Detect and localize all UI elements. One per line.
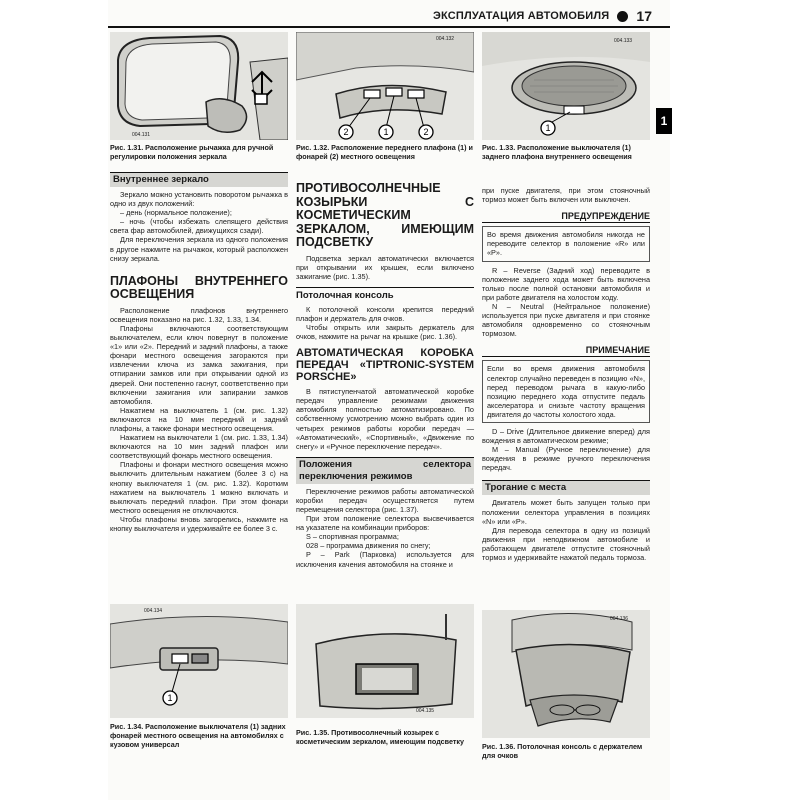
book-page bbox=[108, 0, 670, 800]
page-header bbox=[108, 7, 670, 25]
caption-1-33: Рис. 1.33. Расположение выключателя (1) заднего плафона внутреннего освещения bbox=[482, 143, 632, 161]
paragraph: 028 – программа движения по снегу; bbox=[306, 541, 431, 551]
paragraph: Расположение плафонов внутреннего освещения показано на рис. 1.32, 1.33, 1.34. bbox=[110, 305, 288, 324]
rear-local-light-illustration bbox=[110, 604, 288, 718]
heading-interior-lights: ПЛАФОНЫ ВНУТРЕННЕГО ОСВЕЩЕНИЯ bbox=[110, 273, 288, 302]
paragraph: В пятиступенчатой автоматической коробке передач управление режимами движения автомобиля полностью автоматизировано. По собственному усмотрению можно выбрать один из четырех режимов работы коробки передач — «Автоматический», «Спортивный», «Движение по снегу» и «Ручное переключение передач». bbox=[296, 387, 474, 451]
header-title: ЭКСПЛУАТАЦИЯ АВТОМОБИЛЯ bbox=[432, 10, 610, 22]
heading-moving-off: Трогание с места bbox=[482, 480, 650, 495]
paragraph: Для переключения зеркала из одного положения в другое нажмите на рычажок, который расположен снизу зеркала. bbox=[110, 235, 288, 263]
sun-visor-mirror-illustration bbox=[296, 604, 474, 718]
figure-1-34 bbox=[110, 604, 288, 718]
front-dome-light-illustration bbox=[296, 32, 474, 140]
heading-automatic-transmission: АВТОМАТИЧЕСКАЯ КОРОБКА ПЕРЕДАЧ «TIPTRONIC-SYSTEM PORSCHE» bbox=[296, 347, 474, 384]
heading-overhead-console: Потолочная консоль bbox=[296, 287, 474, 302]
page-number: 17 bbox=[636, 8, 652, 24]
paragraph: – день (нормальное положение); bbox=[120, 208, 232, 218]
paragraph: Плафоны включаются соответствующим выключателем, если ключ повернут в положение «1» или «2». Передний и задний плафоны, а также фонари местного освещения загораются при извлечении ключа из замка зажигания, при отпирании замков или при открывании одной из дверей. Они постепенно гаснут, соответственно при включении зажигания или запирании замков автомобиля. bbox=[110, 323, 288, 406]
figure-1-31 bbox=[110, 32, 288, 140]
paragraph: К потолочной консоли крепится передний плафон и держатель для очков. bbox=[296, 304, 474, 323]
note-heading: ПРИМЕЧАНИЕ bbox=[482, 346, 650, 357]
paragraph: M – Manual (Ручное переключение) для вождения в режиме ручного переключения передач. bbox=[482, 445, 650, 473]
figure-1-33 bbox=[482, 32, 650, 140]
paragraph: При этом положение селектора высвечивается на указателе на комбинации приборов: bbox=[296, 514, 474, 533]
figure-id: 004.136 bbox=[610, 616, 629, 622]
warning-heading: ПРЕДУПРЕЖДЕНИЕ bbox=[482, 212, 650, 223]
overhead-console-glasses-holder-illustration bbox=[482, 610, 650, 738]
warning-block bbox=[482, 212, 650, 261]
callout-label: 1 bbox=[545, 123, 551, 133]
section-tab: 1 bbox=[656, 108, 672, 134]
note-text: Если во время движения автомобиля селектор случайно переведен в позицию «N», перед переводом рычага в какую-либо позицию переднего хода отпустите педаль акселератора и снизьте частоту вращения двигателя до частоты холостого хода. bbox=[482, 360, 650, 423]
callout-label: 1 bbox=[383, 127, 389, 137]
figure-id: 004.131 bbox=[132, 132, 151, 138]
figure-id: 004.133 bbox=[614, 38, 633, 44]
paragraph: Переключение режимов работы автоматической коробки передач осуществляется путем перемещения селектора (рис. 1.37). bbox=[296, 486, 474, 514]
figure-id: 004.135 bbox=[416, 708, 435, 714]
caption-1-36: Рис. 1.36. Потолочная консоль с держателем для очков bbox=[482, 742, 643, 760]
figure-id: 004.134 bbox=[144, 608, 163, 614]
paragraph: Плафоны и фонари местного освещения можно выключить длительным нажатием (более 3 с) на кнопку выключателя 1 (см. рис. 1.32). Коротким нажатием на выключатель 1 можно включать и выключать передний плафон. При этом фонари местного освещения не отключаются. bbox=[110, 460, 288, 515]
paragraph: при пуске двигателя, при этом стояночный тормоз может быть включен или выключен. bbox=[482, 186, 650, 205]
caption-1-32: Рис. 1.32. Расположение переднего плафона (1) и фонарей (2) местного освещения bbox=[296, 143, 473, 161]
caption-1-31: Рис. 1.31. Расположение рычажка для ручной регулировки положения зеркала bbox=[110, 143, 274, 161]
column-2 bbox=[296, 182, 474, 569]
figure-id: 004.132 bbox=[436, 36, 455, 42]
heading-interior-mirror: Внутреннее зеркало bbox=[110, 172, 288, 187]
paragraph: N – Neutral (Нейтральное положение) используется при пуске двигателя и при стоянке автомобиля одновременно со стояночным тормозом. bbox=[482, 301, 650, 339]
paragraph: – ночь (чтобы избежать слепящего действия света фар автомобилей, движущихся сзади). bbox=[110, 217, 288, 236]
heading-selector-positions: Положения селектора переключения режимов bbox=[296, 457, 474, 484]
figure-1-32 bbox=[296, 32, 474, 140]
paragraph: Для перевода селектора в одну из позиций движения при неподвижном автомобиле и работающем двигателе отпустите стояночный тормоз и удерживайте нажатой педаль тормоза. bbox=[482, 525, 650, 562]
rear-dome-light-illustration bbox=[482, 32, 650, 140]
callout-label: 1 bbox=[167, 693, 173, 703]
caption-1-35: Рис. 1.35. Противосолнечный козырек с косметическим зеркалом, имеющим подсветку bbox=[296, 728, 465, 746]
column-3 bbox=[482, 186, 650, 562]
paragraph: Подсветка зеркал автоматически включается при открывании их крышек, если включено зажигание (рис. 1.35). bbox=[296, 253, 474, 281]
callout-label: 2 bbox=[423, 127, 429, 137]
figure-1-36 bbox=[482, 610, 650, 738]
paragraph: R – Reverse (Задний ход) переводите в положение заднего хода может быть включена только после полной остановки автомобиля и при работе двигателя на холостом ходу. bbox=[482, 265, 650, 302]
paragraph: Двигатель может быть запущен только при положении селектора управления в позициях «N» или «P». bbox=[482, 498, 650, 526]
paragraph: S – спортивная программа; bbox=[306, 532, 399, 542]
header-rule bbox=[108, 26, 670, 28]
callout-label: 2 bbox=[343, 127, 349, 137]
column-1 bbox=[110, 172, 288, 533]
heading-sun-visors: ПРОТИВОСОЛНЕЧНЫЕ КОЗЫРЬКИ С КОСМЕТИЧЕСКИМ ЗЕРКАЛОМ, ИМЕЮЩИМ ПОДСВЕТКУ bbox=[296, 181, 474, 249]
paragraph: Нажатием на выключатели 1 (см. рис. 1.33, 1.34) включаются на 10 мин задний плафон или соответствующий фонарь местного освещения. bbox=[110, 433, 288, 461]
paragraph: D – Drive (Длительное движение вперед) для вождения в автоматическом режиме; bbox=[482, 426, 650, 446]
note-block bbox=[482, 346, 650, 423]
paragraph: Зеркало можно установить поворотом рычажка в одно из двух положений: bbox=[110, 190, 288, 209]
bullet-icon bbox=[617, 11, 628, 22]
paragraph: Чтобы плафоны вновь загорелись, нажмите на кнопку выключателя и удерживайте ее более 3 с. bbox=[110, 514, 288, 533]
paragraph: P – Park (Парковка) используется для исключения качения автомобиля на стоянке и bbox=[296, 550, 474, 569]
mirror-lever-illustration bbox=[110, 32, 288, 140]
paragraph: Нажатием на выключатель 1 (см. рис. 1.32) включаются на 10 мин передний и задний плафоны, а также фонари местного освещения. bbox=[110, 405, 288, 433]
paragraph: Чтобы открыть или закрыть держатель для очков, нажмите на рычаг на крышке (рис. 1.36). bbox=[296, 322, 474, 342]
caption-1-34: Рис. 1.34. Расположение выключателя (1) задних фонарей местного освещения на автомобилях с кузовом универсал bbox=[110, 722, 286, 749]
warning-text: Во время движения автомобиля никогда не переводите селектор в положение «R» или «P». bbox=[482, 226, 650, 261]
figure-1-35 bbox=[296, 604, 474, 718]
